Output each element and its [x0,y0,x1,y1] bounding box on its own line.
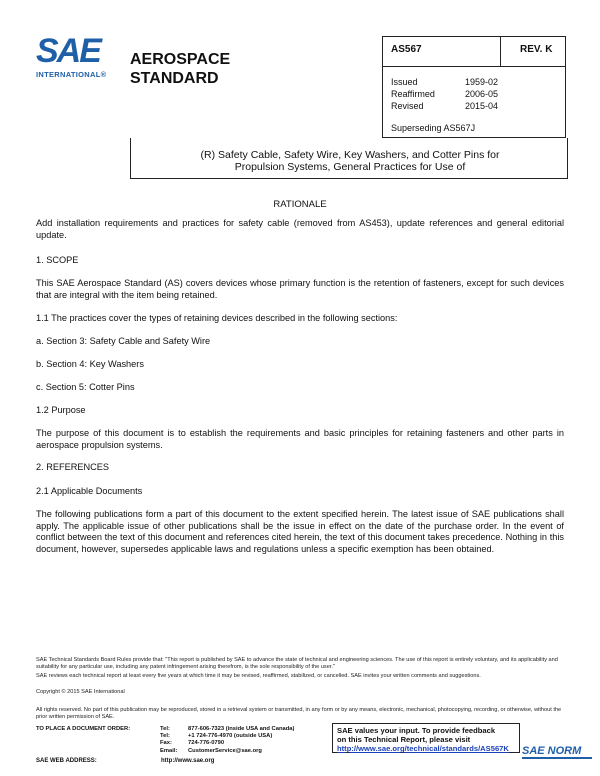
feedback-line-2: on this Technical Report, please visit [337,735,471,744]
contact-key: Tel: [160,733,170,740]
footer-rules-paragraph: SAE Technical Standards Board Rules provide that: "This report is published by SAE to advance the state of technical and engineering sciences. The use of this report is entirely voluntary, and its applicability and suitability for any particular use, including any patent infringement arising therefrom, is the sole responsibility of the user." [36,657,558,670]
date-value: 1959-02 [465,77,499,87]
superseding-note: Superseding AS567J [391,123,476,133]
logo-letters: SAE [36,32,100,70]
date-label: Issued [391,77,418,87]
footer-copyright: Copyright © 2015 SAE International [36,689,125,695]
section-2-heading: 2. REFERENCES [36,462,110,472]
rationale-heading: RATIONALE [273,199,327,210]
sae-norm-logo [520,740,594,764]
title-line-2: STANDARD [130,70,219,87]
order-row [36,733,294,740]
web-address-link[interactable]: http://www.sae.org [161,758,215,764]
date-row-reaffirmed [391,88,498,100]
info-box-divider-vertical [500,36,501,66]
rationale-text: Add installation requirements and practices for safety cable (removed from AS453), update references and general editorial update. [36,218,564,240]
order-row [36,740,294,747]
logo-subtitle: INTERNATIONAL® [36,70,107,79]
contact-value: 724-776-0790 [188,740,225,747]
feedback-link[interactable]: http://www.sae.org/technical/standards/AS567K [337,744,509,753]
subject-line-1: (R) Safety Cable, Safety Wire, Key Washers, and Cotter Pins for [200,149,500,161]
revision-label: REV. K [520,44,553,55]
date-row-revised [391,100,498,112]
contact-key: Tel: [160,726,170,732]
purpose-text: The purpose of this document is to establish the requirements and basic principles for retaining fasteners and other parts in aerospace propulsion systems. [36,428,564,450]
subject-line-2: Propulsion Systems, General Practices for Use of [234,161,466,173]
document-type-title [130,50,230,88]
footer-review-paragraph: SAE reviews each technical report at least every five years at which time it may be revised, reaffirmed, stabilized, or cancelled. SAE invites your written comments and suggestions. [36,673,481,679]
date-label: Reaffirmed [391,89,435,99]
order-row [36,748,294,755]
date-value: 2015-04 [465,101,499,111]
contact-value: +1 724-776-4970 (outside USA) [188,733,273,740]
date-row-issued [391,76,498,88]
document-subject [150,149,550,173]
norm-logo-graphic [520,740,594,764]
sae-logo [36,34,126,84]
norm-logo-text: SAE NORM [522,745,582,757]
applicable-documents-text: The following publications form a part of this document to the extent specified herein. The latest issue of SAE publications shall apply. The applicable issue of other publications shall be the issue in effect on the date of the purchase order. In the event of conflict between the text of this document and references cited herein, the text of this document takes precedence. Nothing in this document, however, supersedes applicable laws and regulations unless a specific exemption has been obtained. [36,509,564,554]
feedback-box [332,723,520,753]
contact-key: Fax: [160,740,172,747]
contact-value: 877-606-7323 (inside USA and Canada) [188,726,295,732]
feedback-line-1: SAE values your input. To provide feedback [337,726,496,735]
web-address-label: SAE WEB ADDRESS: [36,758,97,764]
list-item-b: b. Section 4: Key Washers [36,359,144,369]
date-label: Revised [391,101,424,111]
section-2-1: 2.1 Applicable Documents [36,486,143,496]
date-value: 2006-05 [465,89,499,99]
list-item-a: a. Section 3: Safety Cable and Safety Wire [36,336,211,346]
date-list [391,76,498,112]
section-1-1: 1.1 The practices cover the types of retaining devices described in the following sections: [36,313,398,323]
footer-rights: All rights reserved. No part of this publication may be reproduced, stored in a retrieval system or transmitted, in any form or by any means, electronic, mechanical, photocopying, recording, or otherwise, without the prior written permission of SAE. [36,707,562,720]
scope-text: This SAE Aerospace Standard (AS) covers devices whose primary function is the retention of fasteners, except for such devices that are integral with the item being retained. [36,278,564,300]
contact-email-link[interactable]: CustomerService@sae.org [188,747,262,754]
section-1-2: 1.2 Purpose [36,405,86,415]
order-contact-table [36,726,294,755]
section-1-heading: 1. SCOPE [36,255,79,265]
title-line-1: AEROSPACE [130,51,231,68]
document-number: AS567 [391,44,422,55]
list-item-c: c. Section 5: Cotter Pins [36,382,135,392]
order-row [36,726,294,733]
contact-key: Email: [160,747,178,754]
order-label: TO PLACE A DOCUMENT ORDER: [36,726,131,732]
info-box-divider-horizontal [382,66,566,67]
